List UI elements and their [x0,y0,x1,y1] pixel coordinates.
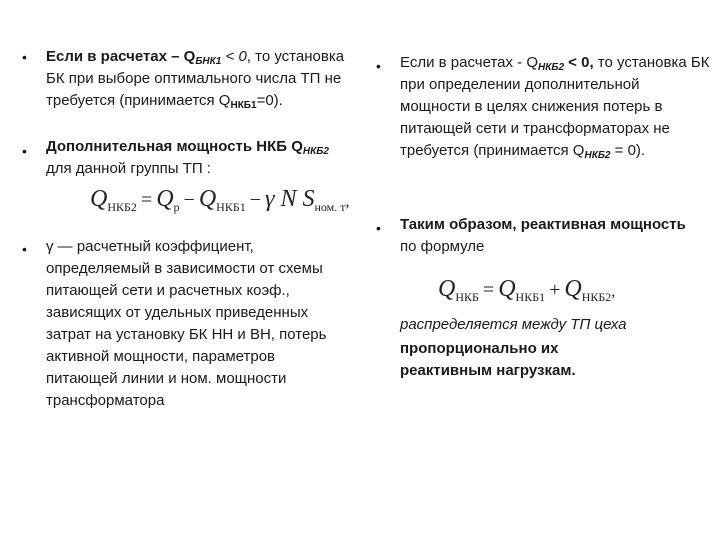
text: то установка БК при определении дополнительной мощности в целях снижения потерь в питающей сети и трансформаторах не требуется (принимается Q [400,54,710,159]
formula-symbol: Q [156,186,174,212]
subscript: НКБ1 [230,100,257,111]
formula-operator: − [249,189,261,211]
bullet: • [376,220,381,236]
formula-symbol: Q [498,276,516,302]
formula-subscript: НКБ2 [581,290,612,304]
formula-operator: − [183,189,195,211]
bullet: • [22,143,27,159]
text: Таким образом, реактивная мощность [400,216,686,233]
subscript: БНК1 [195,56,222,67]
formula-comma: , [611,283,616,300]
formula-subscript: НКБ2 [107,200,137,214]
formula-comma: , [345,193,350,210]
text: =0). [256,92,283,109]
formula-symbol: γ N S [265,186,315,212]
formula-qnkb2 [90,186,350,213]
left-paragraph-3: γ — расчетный коэффициент, определяемый в зависимости от схемы питающей сети и расчетных коэф., зависящих от удельных приведенных затрат на установку БК НН и ВН, потерь активной мощности, параметров питающей линии и ном. мощности трансформатора [46,238,327,409]
right-paragraph-2 [400,214,700,258]
formula-subscript: р [173,200,180,214]
left-paragraph-2 [46,136,346,180]
subscript: НКБ2 [302,146,329,157]
text: Дополнительная мощность НКБ Q [46,138,303,155]
text: для данной группы ТП : [46,160,211,177]
formula-subscript: НКБ1 [216,200,246,214]
subscript: НКБ2 [584,150,611,161]
formula-subscript: НКБ1 [515,290,546,304]
right-tail-line-1: распределяется между ТП цеха [400,316,627,333]
text: < 0 [221,48,247,65]
formula-subscript: НКБ [455,290,479,304]
bullet: • [22,49,27,65]
bullet: • [376,58,381,74]
formula-operator: = [482,279,495,301]
formula-symbol: Q [198,186,217,212]
bullet: • [22,241,27,257]
text: = 0). [610,142,646,159]
text: Если в расчетах – Q [46,48,196,65]
formula-operator: + [549,279,561,301]
text: по формуле [400,238,485,255]
formula-symbol: Q [438,276,456,302]
formula-subscript: ном. т [314,200,346,214]
right-paragraph-1 [400,52,710,162]
left-paragraph-1 [46,46,346,112]
formula-qnkb [438,276,615,303]
right-tail-line-2: пропорционально их реактивным нагрузкам. [400,340,576,379]
text: Если в расчетах - Q [400,54,538,71]
text: , то установка БК при выборе оптимального числа ТП не требуется (принимается Q [46,48,345,109]
subscript: НКБ2 [538,62,565,73]
text: < 0, [564,54,594,71]
formula-operator: = [140,189,153,211]
formula-symbol: Q [564,276,582,302]
formula-symbol: Q [90,186,108,212]
